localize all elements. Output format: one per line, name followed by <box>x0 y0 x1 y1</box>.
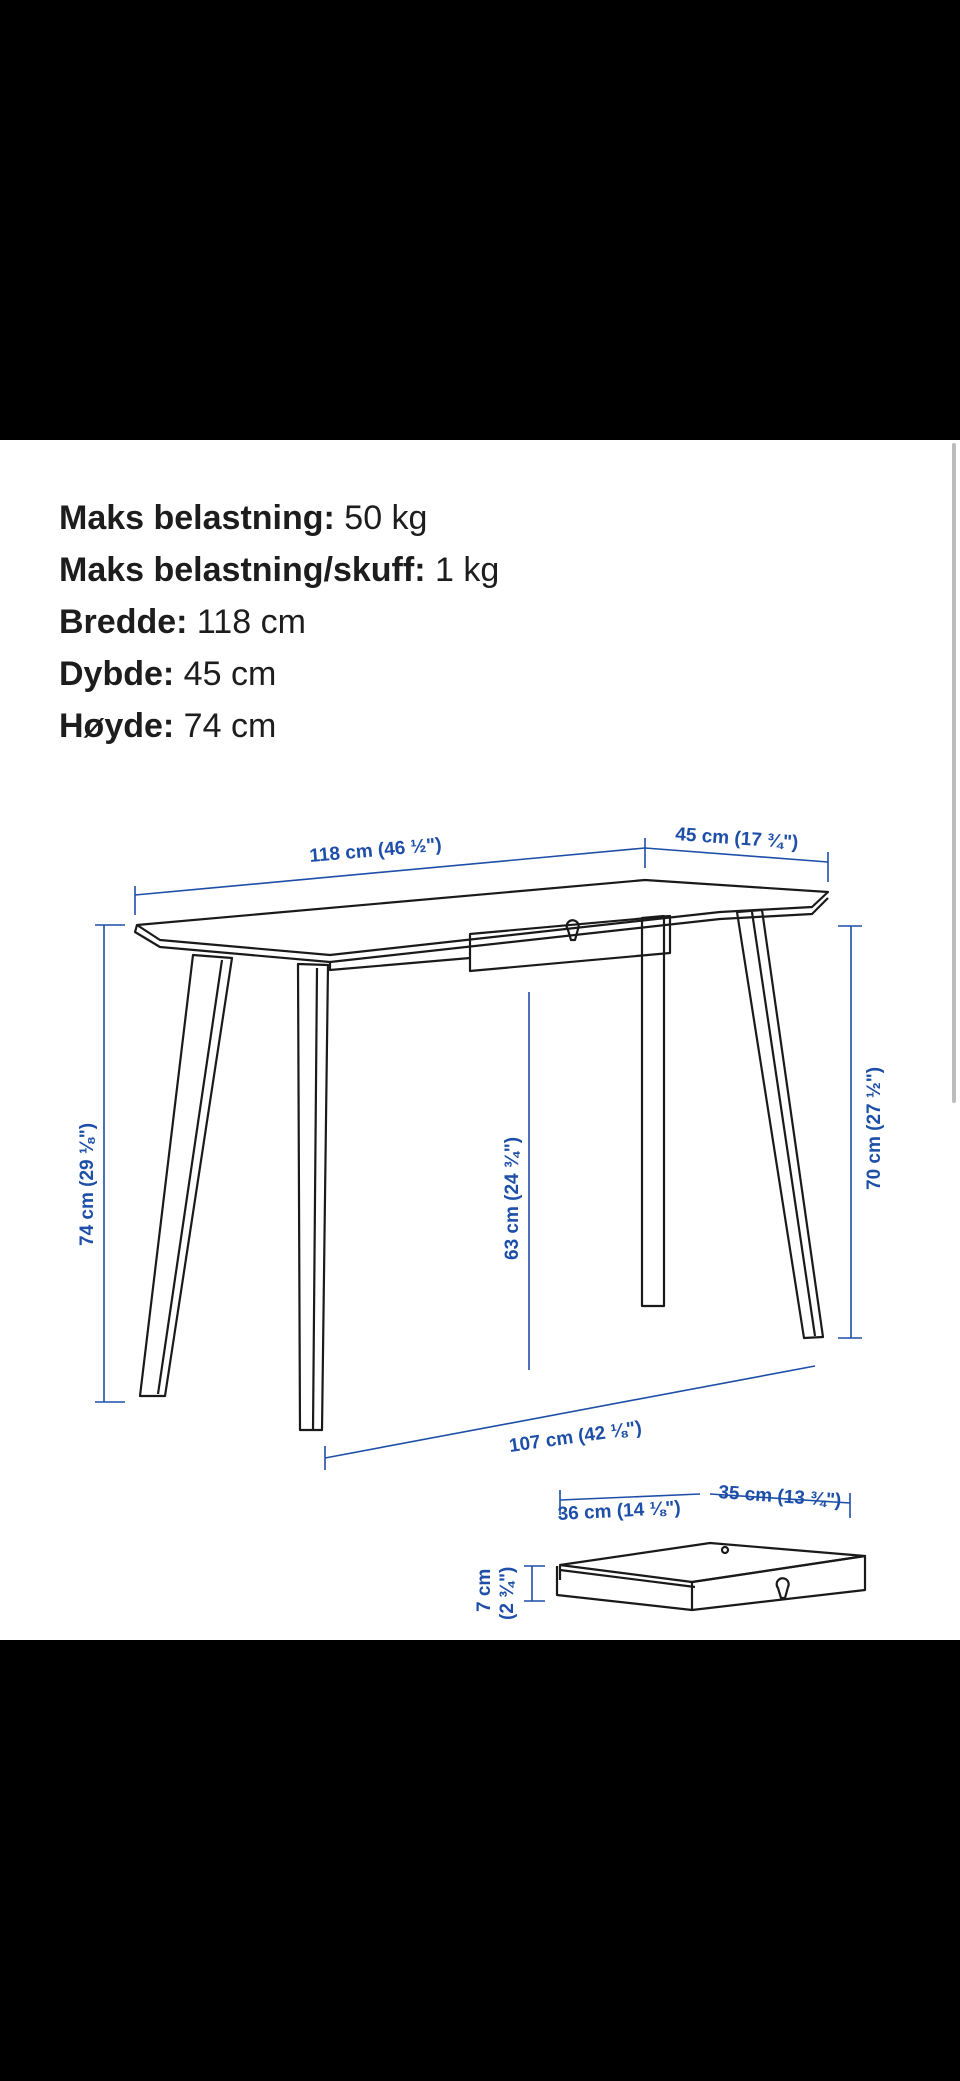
spec-value: 74 cm <box>174 707 277 745</box>
dim-drawer-height-in-label: (2 ¾") <box>497 1566 518 1620</box>
drawer-detail-handle <box>777 1578 789 1598</box>
dim-leg-span-label: 107 cm (42 ⅛") <box>507 1417 644 1457</box>
drawer-box-front <box>692 1556 865 1610</box>
tabletop <box>137 880 828 955</box>
scrollbar[interactable] <box>952 443 956 1103</box>
dim-drawer-width-label: 36 cm (14 ⅛") <box>557 1497 682 1525</box>
desk-dimension-drawing <box>0 440 960 1640</box>
leg-front-left <box>140 955 232 1396</box>
spec-label: Dybde: <box>59 655 175 693</box>
spec-label: Maks belastning: <box>59 499 335 537</box>
spec-label: Bredde: <box>59 603 188 641</box>
spec-value: 1 kg <box>425 551 500 589</box>
spec-value: 50 kg <box>334 499 428 537</box>
drawer-handle <box>567 920 579 940</box>
dim-inner-height-label: 63 cm (24 ¾") <box>502 1136 523 1260</box>
drawer-illustration <box>557 1543 865 1610</box>
dim-drawer-height-cm-label: 7 cm <box>474 1568 495 1612</box>
leg-back-left <box>642 916 664 1306</box>
leg-back-right <box>737 910 823 1338</box>
spec-value: 45 cm <box>174 655 277 693</box>
dim-depth-label: 45 cm (17 ¾") <box>674 824 799 854</box>
dim-width-label: 118 cm (46 ½") <box>308 834 443 867</box>
desk-illustration <box>135 880 828 1430</box>
bottom-black-bar <box>0 1640 960 2081</box>
tabletop-edge <box>135 898 828 962</box>
top-black-bar <box>0 0 960 440</box>
product-details-panel <box>0 440 960 1640</box>
dim-leg-height-label: 70 cm (27 ½") <box>864 1066 885 1190</box>
spec-value: 118 cm <box>187 603 306 641</box>
dim-drawer-depth-label: 35 cm (13 ¾") <box>717 1482 842 1512</box>
dim-height-label: 74 cm (29 ⅛") <box>77 1122 98 1246</box>
spec-label: Høyde: <box>59 707 175 745</box>
drawer-screw <box>722 1547 728 1553</box>
spec-label: Maks belastning/skuff: <box>59 551 426 589</box>
